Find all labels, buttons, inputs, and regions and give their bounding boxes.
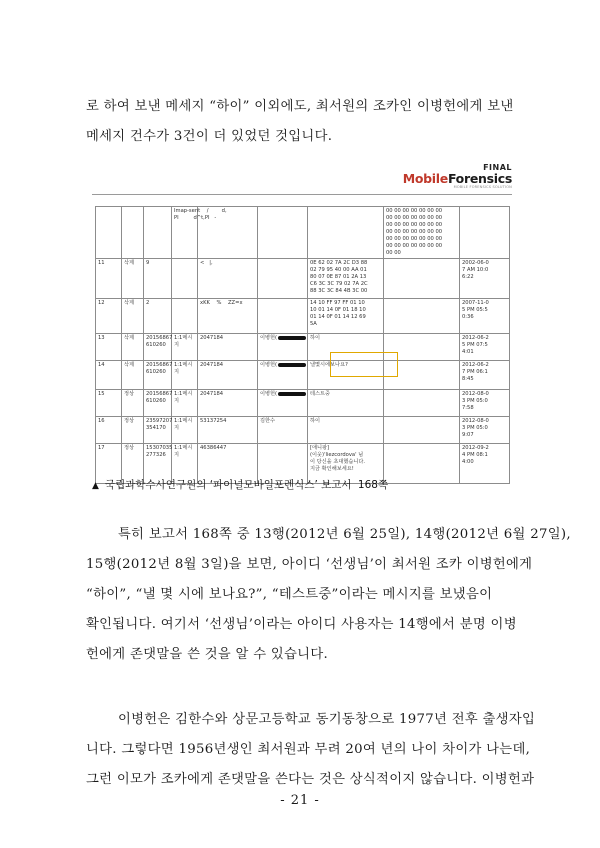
logo-line2 — [403, 172, 512, 185]
paragraph-analysis — [86, 520, 571, 670]
table-row — [96, 299, 510, 334]
table-cell: 정상 — [122, 390, 144, 417]
highlight-box-row14 — [330, 352, 398, 377]
table-cell: 13 — [96, 334, 122, 361]
table-row — [96, 361, 510, 390]
table-cell: 20156867 610260 — [144, 334, 172, 361]
final-mobile-forensics-logo — [403, 163, 512, 190]
paragraph-age — [86, 705, 536, 795]
table-cell: 하이 — [308, 417, 384, 444]
logo-tagline: MOBILE FORENSICS SOLUTION — [453, 185, 512, 189]
text-line: 15행(2012년 8월 3일)을 보면, 아이디 ‘선생님’이 최서원 조카 이병헌에게 — [86, 557, 533, 572]
table-cell: 하이 — [308, 334, 384, 361]
table-cell: 23597207 354170 — [144, 417, 172, 444]
table-cell — [308, 207, 384, 259]
table-cell: 9 — [144, 259, 172, 299]
text-line: “하이”, “낼 몇 시에 보나요?”, “테스트중”이라는 메시지를 보냈음이 — [86, 587, 493, 602]
caption-page-ref: 168쪽 — [357, 479, 389, 491]
text-line: 이병헌은 김한수와 상문고등학교 동기동창으로 1977년 전후 출생자입 — [118, 712, 536, 727]
redaction-bar — [278, 336, 306, 340]
logo-divider — [92, 194, 512, 195]
table-cell — [172, 299, 198, 334]
table-cell: 이병헌( — [258, 361, 308, 390]
table-cell: 삭제 — [122, 299, 144, 334]
table-cell: 15 — [96, 390, 122, 417]
redaction-bar — [278, 363, 306, 367]
paragraph-intro — [86, 92, 526, 152]
table-cell: 삭제 — [122, 334, 144, 361]
table-cell: < |, — [198, 259, 258, 299]
table-cell: 이병헌( — [258, 334, 308, 361]
table-cell: Imap-sent / d, PI d^t,PI - — [172, 207, 198, 259]
table-cell: 테스트중 — [308, 390, 384, 417]
text-line: 그런 이모가 조카에게 존댓말을 쓴다는 것은 상식적이지 않습니다. 이병헌과 — [86, 772, 535, 787]
table-cell: 삭제 — [122, 361, 144, 390]
table-row — [96, 417, 510, 444]
table-cell — [384, 444, 460, 484]
table-cell: 1:1메시 지 — [172, 390, 198, 417]
table-cell: 2002-06-0 7 AM 10:0 6:22 — [460, 259, 510, 299]
table-cell — [384, 417, 460, 444]
table-cell: 46386447 — [198, 444, 258, 484]
table-cell: 2047184 — [198, 334, 258, 361]
triangle-marker-icon: ▲ — [92, 481, 99, 491]
table-cell: 17 — [96, 444, 122, 484]
table-cell: 14 10 FF 97 FF 01 10 10 01 14 0F 01 18 10 01 14 0F 01 14 12 69 5A — [308, 299, 384, 334]
table-row — [96, 207, 510, 259]
table-cell — [460, 207, 510, 259]
table-cell — [258, 259, 308, 299]
text-line: 메세지 건수가 3건이 더 있었던 것입니다. — [86, 129, 333, 144]
table-cell: 1:1메시 지 — [172, 334, 198, 361]
report-figure — [92, 163, 512, 471]
table-cell: [애니팡] (이웃)'liezcordova' 님 이 당신을 초대했습니다. 지금 확인해보세요! — [308, 444, 384, 484]
text-line: 특히 보고서 168쪽 중 13행(2012년 6월 25일), 14행(2012년 6월 27일), — [118, 527, 571, 542]
table-cell: 2012-09-2 4 PM 08:1 4:00 — [460, 444, 510, 484]
table-cell — [384, 259, 460, 299]
redaction-bar — [278, 392, 306, 396]
table-cell: 이병헌( — [258, 390, 308, 417]
table-cell: 2012-06-2 5 PM 07:5 4:01 — [460, 334, 510, 361]
table-cell — [144, 207, 172, 259]
table-cell: xKK % ZZ=x — [198, 299, 258, 334]
text-line: 확인됩니다. 여기서 ‘선생님’이라는 아이디 사용자는 14행에서 분명 이병 — [86, 617, 517, 632]
table-cell: 15307035 277326 — [144, 444, 172, 484]
table-cell: 53137254 — [198, 417, 258, 444]
table-cell — [384, 390, 460, 417]
table-cell: 2047184 — [198, 361, 258, 390]
table-row — [96, 390, 510, 417]
text-line: 니다. 그렇다면 1956년생인 최서원과 무려 20여 년의 나이 차이가 나는데, — [86, 742, 531, 757]
logo-forensics: Forensics — [447, 171, 512, 186]
table-cell: 14 — [96, 361, 122, 390]
table-cell: 1:1메시 지 — [172, 361, 198, 390]
caption-text: 국립과학수사연구원의 ‘파이널모바일포렌식스’ 보고서 — [104, 479, 352, 491]
table-row — [96, 334, 510, 361]
figure-caption — [92, 477, 388, 492]
table-cell: 1:1메시 지 — [172, 417, 198, 444]
table-cell — [122, 207, 144, 259]
table-cell: 낼몇시에보나요? — [308, 361, 384, 390]
evidence-table — [95, 206, 510, 484]
table-cell — [258, 299, 308, 334]
logo-mobile: Mobile — [402, 171, 448, 186]
page-number: - 21 - — [280, 793, 320, 808]
table-cell: 2012-06-2 7 PM 06:1 8:45 — [460, 361, 510, 390]
table-row — [96, 259, 510, 299]
table-cell: 2012-08-0 3 PM 05:0 9:07 — [460, 417, 510, 444]
table-cell: 16 — [96, 417, 122, 444]
table-cell: 20156867 610260 — [144, 361, 172, 390]
table-cell: 정상 — [122, 417, 144, 444]
table-cell: 2007-11-0 5 PM 05:5 0:36 — [460, 299, 510, 334]
table-cell: 삭제 — [122, 259, 144, 299]
text-line: 로 하여 보낸 메세지 “하이” 이외에도, 최서원의 조카인 이병헌에게 보낸 — [86, 99, 514, 114]
table-cell: 김한수 — [258, 417, 308, 444]
table-cell — [172, 259, 198, 299]
table-cell: 2047184 — [198, 390, 258, 417]
table-cell — [384, 299, 460, 334]
text-line: 헌에게 존댓말을 쓴 것을 알 수 있습니다. — [86, 647, 329, 662]
table-cell: 2012-08-0 3 PM 05:0 7:58 — [460, 390, 510, 417]
table-cell: 20156867 610260 — [144, 390, 172, 417]
table-cell: 1:1메시 지 — [172, 444, 198, 484]
logo-line1: FINAL — [483, 163, 512, 172]
table-cell — [258, 207, 308, 259]
table-cell: 12 — [96, 299, 122, 334]
table-cell: 11 — [96, 259, 122, 299]
table-cell: 2 — [144, 299, 172, 334]
table-cell — [96, 207, 122, 259]
table-cell: 00 00 00 00 00 00 00 00 00 00 00 00 00 00 00 00 00 00 00 00 00 00 00 00 00 00 00 00 00 00 00 00 00 00 00 00 00 00 00 00 00 00 00 00 — [384, 207, 460, 259]
table-cell: 0E 62 02 7A 2C D3 88 02 79 95 40 00 AA 01 80 07 0E 87 01 2A 13 C6 3C 3C 79 02 7A 2C 88 3C 3C 84 4B 3C 00 — [308, 259, 384, 299]
table-cell: 정상 — [122, 444, 144, 484]
